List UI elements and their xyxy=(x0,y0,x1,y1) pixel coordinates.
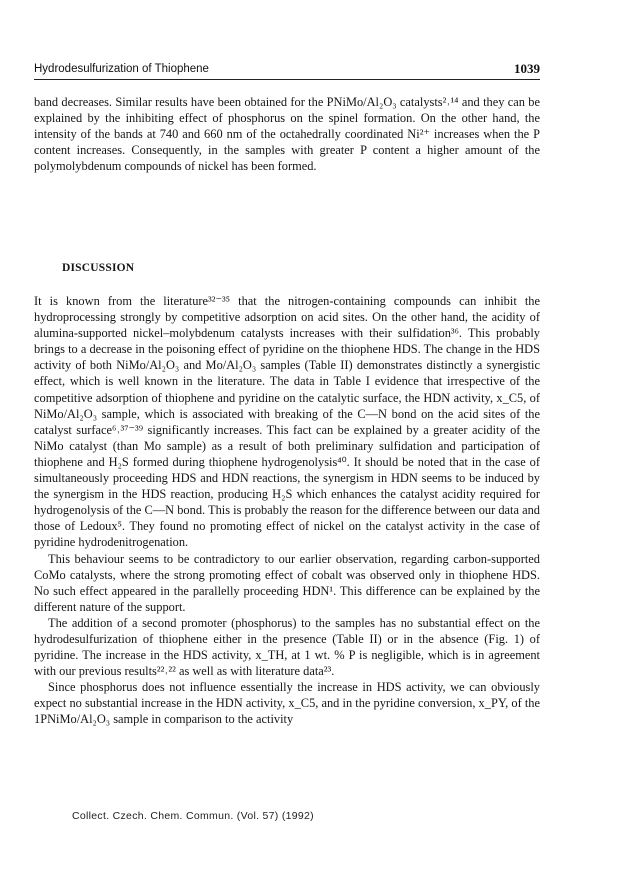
paragraph-3: This behaviour seems to be contradictory to our earlier observation, regarding carbon-supported CoMo catalysts, where the strong promoting effect of cobalt was observed only in thiophene HDS. No such effect appeared in the parallelly proceeding HDN¹. This difference can be explained by the different nature of the support. xyxy=(34,551,540,614)
page-number: 1039 xyxy=(514,61,540,76)
paragraph-2: It is known from the literature³²⁻³⁵ that the nitrogen-containing compounds can inhibit the hydroprocessing strongly by competitive adsorption on acid sites. On the other hand, the acidity of alumina-supported nickel–molybdenum catalysts increases with their sulfidation³⁶. This probably brings to a decrease in the poisoning effect of pyridine on the thiophene HDS. The change in the HDS activity of both NiMo/Al₂O₃ and Mo/Al₂O₃ samples (Table II) demonstrates distinctly a synergistic effect, which is well known in the literature. The data in Table I evidence that irrespective of the competitive adsorption of thiophene and pyridine on the catalytic surface, the HDN activity, x_C5, of NiMo/Al₂O₃ sample, which is associated with breaking of the C—N bond on the acid sites of the catalyst surface⁶˒³⁷⁻³⁹ significantly increases. This fact can be explained by a greater acidity of the NiMo catalyst (than Mo sample) as a result of both preliminary sulfidation and participation of thiophene and H₂S formed during thiophene hydrogenolysis⁴⁰. It should be noted that in the case of simultaneously proceeding HDS and HDN reactions, the synergism in HDN seems to be induced by the synergism in the HDS reaction, producing H₂S which enhances the catalyst acidity required for hydrogenolysis of the C—N bond. This is probably the reason for the difference between our data and those of Ledoux⁵. They found no promoting effect of nickel on the catalyst activity in the case of pyridine hydrodenitrogenation. xyxy=(34,294,540,550)
paragraph-5: Since phosphorus does not influence essentially the increase in HDS activity, we can obviously expect no substantial increase in the HDN activity, x_C5, and in the pyridine conversion, x_PY, of the 1PNiMo/Al₂O₃ sample in comparison to the activity xyxy=(34,680,540,727)
section-heading: DISCUSSION xyxy=(62,262,135,274)
results-continuation xyxy=(34,94,540,174)
journal-citation: Collect. Czech. Chem. Commun. (Vol. 57) (1992) xyxy=(72,810,314,822)
paragraph-4: The addition of a second promoter (phosphorus) to the samples has no substantial effect on the hydrodesulfurization of thiophene either in the presence (Table II) or in the absence (Fig. 1) of pyridine. The increase in the HDS activity, x_TH, at 1 wt. % P is negligible, which is in agreement with our previous results²²˒²² as well as with literature data²³. xyxy=(34,615,540,679)
running-title: Hydrodesulfurization of Thiophene xyxy=(34,63,209,75)
page-header xyxy=(34,59,540,80)
paragraph-1: band decreases. Similar results have been obtained for the PNiMo/Al₂O₃ catalysts²˒¹⁴ and they can be explained by the inhibiting effect of phosphorus on the spinel formation. On the other hand, the intensity of the bands at 740 and 660 nm of the octahedrally coordinated Ni²⁺ increases when the P content increases. Consequently, in the samples with greater P content a higher amount of the polymolybdenum compounds of nickel has been formed. xyxy=(34,95,540,174)
discussion-body xyxy=(34,293,540,728)
